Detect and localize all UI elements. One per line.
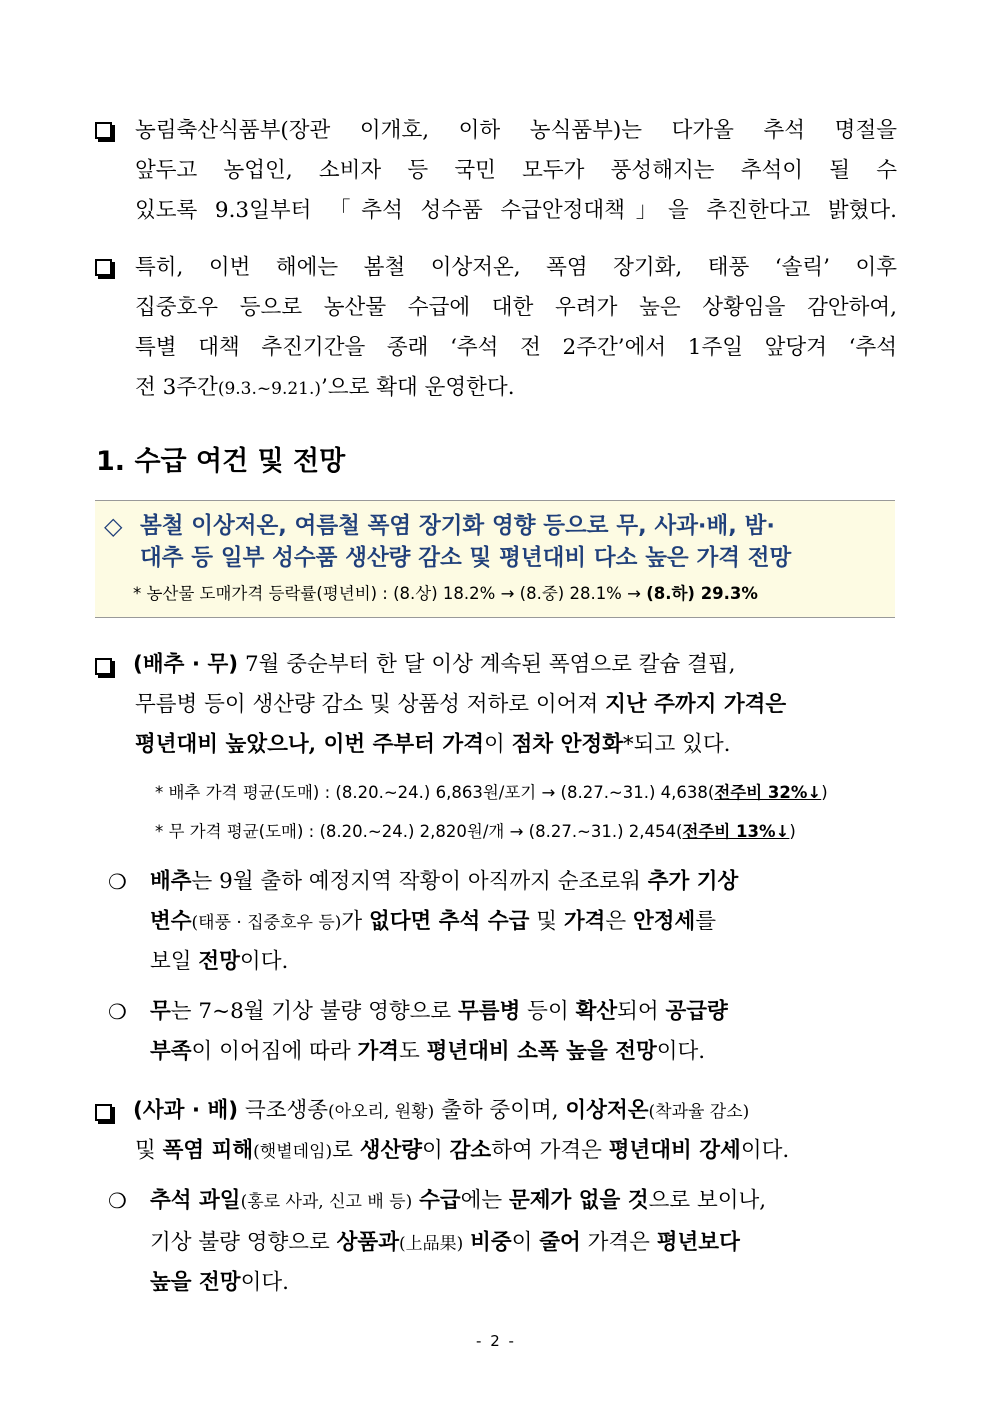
s1-l3-p2: 이다. xyxy=(239,949,289,974)
s1-p1: 는 9월 출하 예정지역 작황이 아직까지 순조로워 xyxy=(191,869,648,894)
cabbage-note2-bold: 전주비 13%↓ xyxy=(682,822,790,841)
intro-p2-line4 xyxy=(135,373,515,404)
s1-l2-b1: 변수 xyxy=(150,909,192,934)
cabbage-sub1-line1 xyxy=(150,867,738,897)
cabbage-sub1-line2 xyxy=(150,907,716,938)
a-l2-sm: (햇볕데임) xyxy=(253,1142,333,1162)
intro-p1-line2: 앞두고 농업인, 소비자 등 국민 모두가 풍성해지는 추석이 될 수 xyxy=(135,158,897,183)
s1-l2-b4: 안정세 xyxy=(632,909,696,934)
cabbage-line1 xyxy=(133,650,736,680)
cabbage-line3-bold2: 점차 안정화 xyxy=(511,732,623,757)
s2-b4: 공급량 xyxy=(665,999,728,1024)
cabbage-note1-bold: 전주비 32%↓ xyxy=(714,783,822,802)
fruit-sub1-line3 xyxy=(150,1268,289,1298)
intro-p2-period: (9.3.~9.21.) xyxy=(217,379,322,399)
s2-l2-p1: 이 이어짐에 따라 xyxy=(191,1039,358,1064)
a-l2-p4: 하여 가격은 xyxy=(491,1138,609,1163)
s2-l2-b1: 부족 xyxy=(150,1039,192,1064)
f-l2-sm: (上品果) xyxy=(398,1234,464,1254)
s2-l2-b2: 가격 xyxy=(357,1039,399,1064)
diamond-bullet-icon: ◇ xyxy=(104,512,123,540)
f-l3-b1: 높을 전망 xyxy=(150,1270,241,1295)
summary-note xyxy=(133,582,758,606)
cabbage-note1 xyxy=(155,781,828,805)
radish-sub2-line2 xyxy=(150,1037,705,1067)
radish-sub2-line1 xyxy=(150,997,728,1027)
apple-lead: (사과 · 배) xyxy=(133,1098,239,1123)
f-l2-b1: 상품과 xyxy=(336,1230,399,1255)
s1-l2-p2: 및 xyxy=(529,909,564,934)
summary-line2: 대추 등 일부 성수품 생산량 감소 및 평년대비 다소 높은 가격 전망 xyxy=(140,545,792,571)
s1-l3-b1: 전망 xyxy=(198,949,240,974)
cabbage-note1-text: * 배추 가격 평균(도매) : (8.20.~24.) 6,863원/포기 → (8.27.~31.) 4,638( xyxy=(155,783,715,802)
f-sm: (홍로 사과, 신고 배 등) xyxy=(240,1192,413,1212)
s1-l2-b2: 없다면 추석 수급 xyxy=(369,909,530,934)
cabbage-line3 xyxy=(135,730,730,760)
page-number: - 2 - xyxy=(476,1332,516,1350)
s2-l2-p3: 이다. xyxy=(656,1039,706,1064)
a-l2-b3: 감소 xyxy=(449,1138,492,1163)
f-l2-p4: 가격은 xyxy=(580,1230,657,1255)
intro-p1-line1: 농림축산식품부(장관 이개호, 이하 농식품부)는 다가올 추석 명절을 xyxy=(135,118,897,143)
cabbage-line3-plain2: *되고 있다. xyxy=(622,732,731,757)
s1-l2-p3: 은 xyxy=(605,909,633,934)
summary-note-bold: (8.하) 29.3% xyxy=(646,584,758,603)
a-l2-b2: 생산량 xyxy=(359,1138,423,1163)
f-p2: 에는 xyxy=(460,1188,509,1213)
a-l2-p2: 로 xyxy=(332,1138,360,1163)
fruit-sub1-line1 xyxy=(150,1186,766,1217)
circle-bullet-icon: ❍ xyxy=(108,1189,127,1213)
a-sm2: (착과율 감소) xyxy=(648,1102,750,1122)
cabbage-line1-rest: 7월 중순부터 한 달 이상 계속된 폭염으로 칼슘 결핍, xyxy=(238,652,736,677)
s2-b3: 확산 xyxy=(575,999,618,1024)
intro-p1-line3: 있도록 9.3일부터 「추석 성수품 수급안정대책」을 추진한다고 밝혔다. xyxy=(135,198,897,223)
fruit-sub1-line2 xyxy=(150,1228,740,1259)
s1-b2: 추가 기상 xyxy=(647,869,739,894)
intro-p2-line1: 특히, 이번 해에는 봄철 이상저온, 폭염 장기화, 태풍 ‘솔릭’ 이후 xyxy=(135,255,897,280)
section-title: 1. 수급 여건 및 전망 xyxy=(96,446,346,477)
f-l2-b3: 줄어 xyxy=(539,1230,581,1255)
cabbage-note2-end: ) xyxy=(789,822,796,841)
circle-bullet-icon: ❍ xyxy=(108,870,127,894)
cabbage-line2 xyxy=(135,690,786,720)
checkbox-bullet-icon xyxy=(95,122,112,139)
s2-b1: 무 xyxy=(150,999,171,1024)
a-l2-b1: 폭염 피해 xyxy=(162,1138,254,1163)
f-b1: 추석 과일 xyxy=(150,1188,241,1213)
s1-l2-p1: 가 xyxy=(341,909,369,934)
a-b1: 이상저온 xyxy=(565,1098,649,1123)
intro-p2-line2: 집중호우 등으로 농산물 수급에 대한 우려가 높은 상황임을 감안하여, xyxy=(135,295,897,320)
a-p2: 출하 중이며, xyxy=(434,1098,566,1123)
summary-note-prefix: * 농산물 도매가격 등락률(평년비) : (8.상) 18.2% → (8.중) 28.1% → xyxy=(133,584,647,603)
apple-line1 xyxy=(133,1096,749,1127)
s2-p1: 는 7~8월 기상 불량 영향으로 xyxy=(170,999,459,1024)
apple-line2 xyxy=(135,1136,789,1167)
intro-p2-line3: 특별 대책 추진기간을 종래 ‘추석 전 2주간’에서 1주일 앞당겨 ‘추석 xyxy=(135,335,897,360)
a-l2-p3: 이 xyxy=(422,1138,450,1163)
f-p3: 으로 보이나, xyxy=(648,1188,767,1213)
f-b3: 문제가 없을 것 xyxy=(509,1188,649,1213)
a-sm: (아오리, 원황) xyxy=(328,1102,435,1122)
s1-l2-sm: (태풍 · 집중호우 등) xyxy=(191,913,342,933)
s1-l3-p1: 보일 xyxy=(150,949,199,974)
f-l3-p1: 이다. xyxy=(240,1270,289,1295)
checkbox-bullet-icon xyxy=(95,259,112,276)
cabbage-sub1-line3 xyxy=(150,947,288,977)
s1-l2-b3: 가격 xyxy=(563,909,606,934)
f-l2-p1: 기상 불량 영향으로 xyxy=(150,1230,337,1255)
s2-p3: 되어 xyxy=(617,999,666,1024)
s2-l2-b3: 평년대비 소폭 높을 전망 xyxy=(426,1039,657,1064)
s2-l2-p2: 도 xyxy=(398,1039,427,1064)
a-l2-p1: 및 xyxy=(135,1138,163,1163)
s2-b2: 무름병 xyxy=(458,999,521,1024)
intro-p2-line4-a: 전 3주간 xyxy=(135,375,218,400)
s2-p2: 등이 xyxy=(520,999,576,1024)
summary-line1: 봄철 이상저온, 여름철 폭염 장기화 영향 등으로 무, 사과·배, 밤· xyxy=(140,513,775,539)
f-l2-b4: 평년보다 xyxy=(656,1230,740,1255)
s1-l2-p4: 를 xyxy=(695,909,717,934)
f-l2-p3: 이 xyxy=(511,1230,540,1255)
checkbox-bullet-icon xyxy=(95,658,112,675)
s1-b1: 배추 xyxy=(150,869,192,894)
checkbox-bullet-icon xyxy=(95,1104,112,1121)
cabbage-note2 xyxy=(155,820,796,844)
a-l2-p5: 이다. xyxy=(740,1138,790,1163)
cabbage-line3-plain1: 이 xyxy=(483,732,512,757)
intro-p2-line4-b: ’으로 확대 운영한다. xyxy=(321,375,515,400)
a-p1: 극조생종 xyxy=(238,1098,329,1123)
cabbage-note1-end: ) xyxy=(821,783,828,802)
cabbage-line2-plain: 무름병 등이 생산량 감소 및 상품성 저하로 이어져 xyxy=(135,692,606,717)
f-b2: 수급 xyxy=(419,1188,461,1213)
f-l2-b2: 비중 xyxy=(470,1230,512,1255)
circle-bullet-icon: ❍ xyxy=(108,1000,127,1024)
cabbage-note2-text: * 무 가격 평균(도매) : (8.20.~24.) 2,820원/개 → (8.27.~31.) 2,454( xyxy=(155,822,683,841)
cabbage-lead: (배추 · 무) xyxy=(133,652,239,677)
a-l2-b4: 평년대비 강세 xyxy=(608,1138,741,1163)
cabbage-line3-bold1: 평년대비 높았으나, 이번 주부터 가격 xyxy=(135,732,484,757)
cabbage-line2-bold: 지난 주까지 가격은 xyxy=(605,692,787,717)
